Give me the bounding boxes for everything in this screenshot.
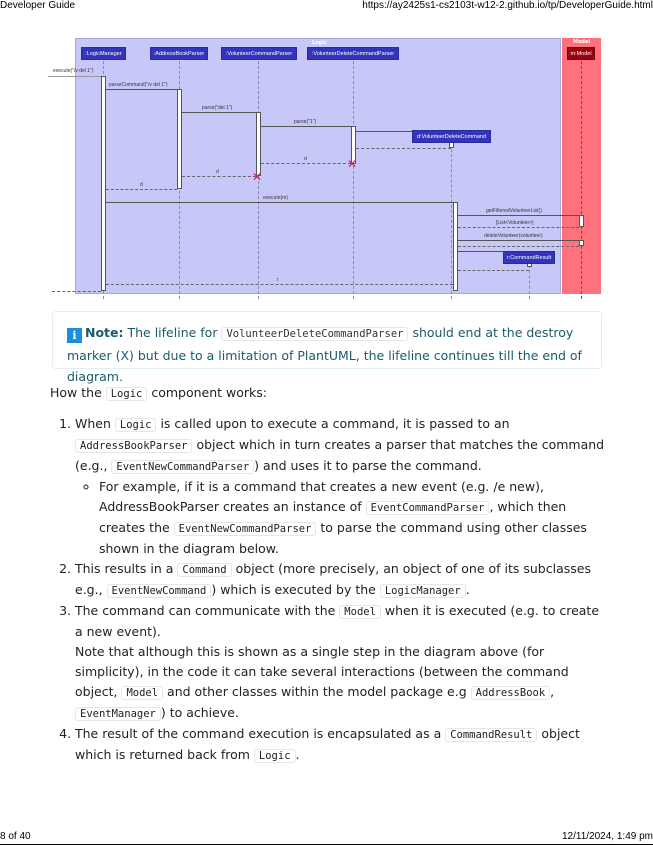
participant-logic-manager: :LogicManager [81, 47, 126, 60]
return-arrow [458, 270, 529, 271]
destroy-marker-icon: ✕ [252, 170, 263, 184]
message-label: getFilteredVolunteerList() [486, 208, 542, 214]
list-item: ◦ For example, if it is a command that creates a new event (e.g. /e new), AddressBookParser creates an instance of EventCommandParser , which then creates the EventNewCommandParser to parse the command using other classes shown in the diagram below. [99, 477, 606, 559]
lifeline [451, 149, 452, 299]
return-arrow [356, 148, 451, 149]
lifeline [581, 61, 582, 299]
message-label: parse("1") [294, 119, 317, 125]
message-arrow [458, 215, 579, 216]
list-item: 4. The result of the command execution is encapsulated as a CommandResult object which is returned back from Logic . [75, 724, 606, 766]
message-arrow [106, 89, 177, 90]
message-arrow [356, 131, 412, 132]
list-item: 3. The command can communicate with the Model when it is executed (e.g. to create a new event). Note that although this is shown as a single step in the diagram above (for simplicity), in the code it can take several interactions (between the command object, Model and other classes within the model package e.g AddressBook , EventManager ) to achieve. [75, 601, 606, 724]
logic-box-title: Logic [312, 40, 327, 46]
message-arrow [458, 240, 579, 241]
page-url: https://ay2425s1-cs2103t-w12-2.github.io/tp/DeveloperGuide.html [362, 0, 653, 11]
return-arrow [52, 291, 101, 292]
list-item: 2. This results in a Command object (more precisely, an object of one of its subclasses e.g., EventNewCommand ) which is executed by the LogicManager . [75, 559, 606, 601]
page-number: 8 of 40 [0, 831, 31, 842]
message-arrow [458, 251, 503, 252]
participant-volunteer-delete-command-parser: :VolunteerDeleteCommandParser [307, 47, 399, 60]
sub-list [75, 477, 606, 559]
message-arrow [106, 202, 453, 203]
sequence-diagram [48, 37, 603, 299]
info-icon: i [67, 328, 82, 343]
destroy-marker-icon: ✕ [347, 157, 358, 171]
steps-list [50, 414, 606, 766]
logic-description [50, 383, 606, 766]
activation-bar [579, 215, 584, 227]
note-label: Note: [85, 325, 124, 340]
participant-volunteer-command-parser: :VolunteerCommandParser [221, 47, 297, 60]
message-arrow [261, 126, 351, 127]
print-footer [0, 831, 653, 845]
activation-bar [256, 112, 261, 176]
activation-bar [101, 76, 106, 291]
return-arrow [458, 246, 579, 247]
model-box-title: Model [573, 39, 591, 45]
return-arrow [106, 189, 177, 190]
return-label: d [216, 169, 219, 175]
return-label: [List<Volunteer>] [496, 220, 534, 226]
lifeline [529, 265, 530, 299]
participant-address-book-parser: :AddressBookParser [150, 47, 208, 60]
inline-code: VolunteerDeleteCommandParser [221, 327, 408, 341]
message-arrow [182, 112, 256, 113]
return-arrow [182, 176, 256, 177]
message-label: deleteVolunteer(volunteer) [484, 233, 543, 239]
print-header [0, 0, 653, 14]
lifeline [353, 61, 354, 299]
message-arrow [48, 76, 101, 77]
logic-boundary [75, 38, 561, 294]
note-callout: i Note: The lifeline for VolunteerDeleteCommandParser should end at the destroy marker (X) but due to a limitation of PlantUML, the lifeline continues till the end of diagram. [52, 311, 602, 369]
participant-model: m:Model [567, 47, 595, 60]
print-datetime: 12/11/2024, 1:49 pm [562, 831, 653, 842]
created-command-result: r:CommandResult [503, 251, 555, 264]
return-label: d [140, 182, 143, 188]
intro-paragraph: How the Logic component works: [50, 385, 267, 400]
message-label: parseCommand("/v del 1") [109, 82, 168, 88]
list-item: 1. When Logic is called upon to execute a command, it is passed to an AddressBookParser object which in turn creates a parser that matches the command (e.g., EventNewCommandParser ) and uses it to parse the command. ◦ For example, if it is a command that creates a new event (e.g. /e new), AddressBookParser creates an instance of EventCommandParser , which then creates the EventNewCommandParser to parse the command using other classes shown in the diagram below. [75, 414, 606, 559]
message-label: parse("del 1") [202, 105, 233, 111]
activation-bar [579, 240, 584, 246]
activation-bar [177, 89, 182, 189]
page-title: Developer Guide [0, 0, 76, 11]
return-arrow [261, 163, 351, 164]
return-arrow [106, 284, 453, 285]
return-label: r [277, 277, 279, 283]
return-label: d [304, 156, 307, 162]
message-label: execute(m) [263, 195, 289, 201]
created-volunteer-delete-command: d:VolunteerDeleteCommand [412, 130, 491, 143]
return-arrow [458, 227, 579, 228]
message-label: execute("/v del 1") [53, 68, 94, 74]
